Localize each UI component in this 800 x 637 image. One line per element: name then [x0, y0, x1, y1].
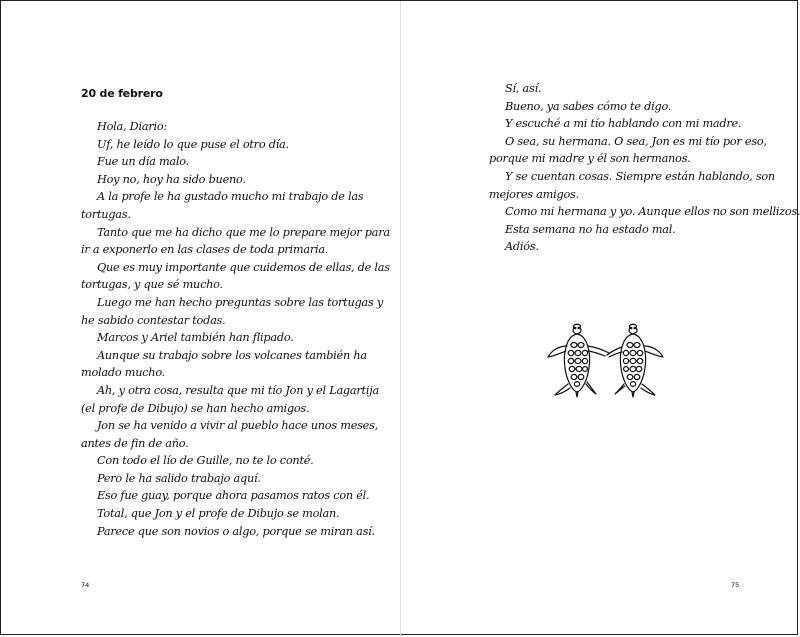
text-line: Bueno, ya sabes cómo te digo.	[505, 99, 672, 113]
text-line: antes de fin de año.	[81, 436, 189, 450]
text-line: mejores amigos.	[489, 187, 579, 201]
text-line: (el profe de Dibujo) se han hecho amigos.	[81, 401, 310, 415]
text-line: Que es muy importante que cuidemos de ellas, de las	[97, 260, 390, 274]
text-line: ir a exponerlo en las clases de toda primaria.	[81, 243, 329, 257]
text-line: Hoy no, hoy ha sido bueno.	[97, 172, 246, 186]
text-line: Ah, y otra cosa, resulta que mi tío Jon y el Lagartija	[97, 383, 379, 397]
text-line: Con todo el lío de Guille, no te lo conté.	[97, 454, 314, 468]
text-line: he sabido contestar todas.	[81, 313, 226, 327]
text-line: Total, que Jon y el profe de Dibujo se molan.	[97, 507, 340, 521]
text-line: Esta semana no ha estado mal.	[505, 222, 676, 236]
left-page	[1, 1, 400, 636]
text-line: Luego me han hecho preguntas sobre las tortugas y	[97, 295, 383, 309]
text-line: Pero le ha salido trabajo aquí.	[97, 471, 261, 485]
right-page	[401, 1, 799, 636]
diary-date-heading: 20 de febrero	[81, 87, 163, 100]
text-line: molado mucho.	[81, 366, 166, 380]
text-line: tortugas, y que sé mucho.	[81, 278, 223, 292]
left-page-text	[81, 118, 390, 540]
text-line: Fue un día malo.	[97, 155, 189, 169]
text-line: Y escuché a mi tío hablando con mi madre.	[505, 117, 742, 131]
text-line: Hola, Diario:	[97, 120, 167, 133]
text-line: Como mi hermana y yo. Aunque ellos no son mellizos.	[505, 205, 800, 219]
text-line: Sí, así.	[505, 82, 542, 95]
page-number-right: 75	[731, 581, 740, 589]
text-line: Uf, he leído lo que puse el otro día.	[97, 137, 289, 151]
text-line: porque mi madre y él son hermanos.	[489, 152, 691, 166]
text-line: Aunque su trabajo sobre los volcanes también ha	[97, 348, 367, 362]
text-line: Parece que son novios o algo, porque se miran así.	[97, 524, 375, 538]
text-line: Marcos y Ariel también han flipado.	[97, 331, 294, 345]
text-line: Y se cuentan cosas. Siempre están hablando, son	[505, 169, 775, 183]
right-turtle-icon	[607, 324, 663, 397]
two-turtles-holding-hands-icon	[547, 320, 665, 398]
left-turtle-icon	[548, 324, 609, 397]
text-line: Jon se ha venido a vivir al pueblo hace unos meses,	[97, 419, 379, 433]
text-line: Adiós.	[505, 240, 539, 254]
text-line: tortugas.	[81, 207, 131, 221]
right-page-text	[489, 80, 800, 256]
text-line: O sea, su hermana. O sea, Jon es mi tío por eso,	[505, 134, 767, 148]
text-line: Tanto que me ha dicho que me lo prepare mejor para	[97, 225, 390, 239]
text-line: A la profe le ha gustado mucho mi trabajo de las	[97, 190, 364, 204]
page-number-left: 74	[81, 581, 90, 589]
text-line: Eso fue guay, porque ahora pasamos ratos con él.	[97, 489, 370, 503]
